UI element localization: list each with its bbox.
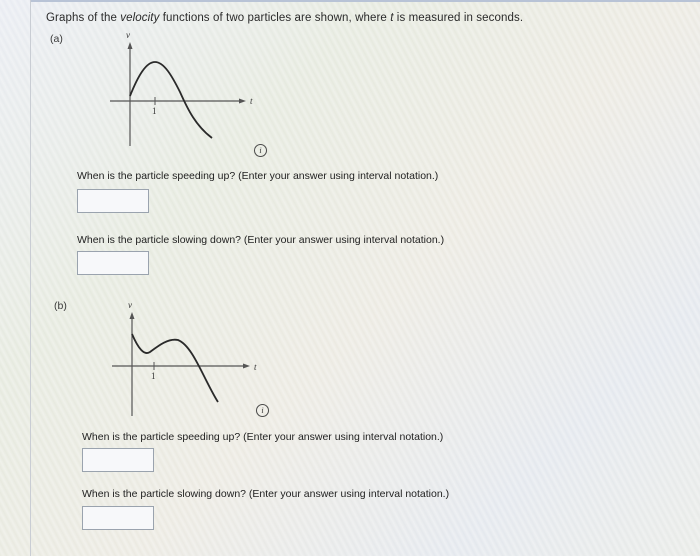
info-icon[interactable]: i — [254, 144, 267, 157]
intro-text-2: functions of two particles are shown, where — [159, 12, 391, 24]
part-b-velocity-curve — [132, 334, 218, 402]
part-b-t-label: t — [254, 362, 257, 372]
intro-emphasis: velocity — [120, 12, 160, 24]
part-a-velocity-curve — [130, 62, 212, 138]
part-a-label: (a) — [50, 33, 63, 45]
part-a-tick-label: 1 — [152, 106, 157, 116]
part-a-slowing-input[interactable] — [77, 251, 149, 275]
intro-text-3: is measured in seconds. — [393, 12, 524, 24]
info-icon[interactable]: i — [256, 404, 269, 417]
part-b-slowing-question: When is the particle slowing down? (Enter your answer using interval notation.) — [82, 488, 450, 500]
part-b-t-arrow — [243, 364, 250, 369]
part-b-label: (b) — [54, 300, 67, 312]
part-a-speeding-input[interactable] — [77, 189, 149, 213]
part-b-slowing-input[interactable] — [82, 506, 154, 530]
part-a-speeding-question: When is the particle speeding up? (Enter your answer using interval notation.) — [77, 170, 439, 182]
intro-text-1: Graphs of the — [46, 12, 121, 24]
part-a-velocity-graph — [100, 30, 270, 150]
part-a-v-label: v — [126, 30, 130, 40]
part-b-v-label: v — [128, 300, 132, 310]
part-a-t-arrow — [239, 99, 246, 104]
part-a-slowing-question: When is the particle slowing down? (Enter your answer using interval notation.) — [77, 234, 445, 246]
problem-statement — [46, 12, 523, 24]
part-b-velocity-graph — [104, 300, 274, 420]
intro-variable: t — [390, 12, 394, 24]
part-a-t-label: t — [250, 96, 253, 106]
part-b-speeding-question: When is the particle speeding up? (Enter your answer using interval notation.) — [82, 431, 444, 443]
part-b-speeding-input[interactable] — [82, 448, 154, 472]
part-a-v-arrow — [128, 42, 133, 49]
part-b-tick-label: 1 — [151, 371, 156, 381]
part-b-v-arrow — [130, 312, 135, 319]
